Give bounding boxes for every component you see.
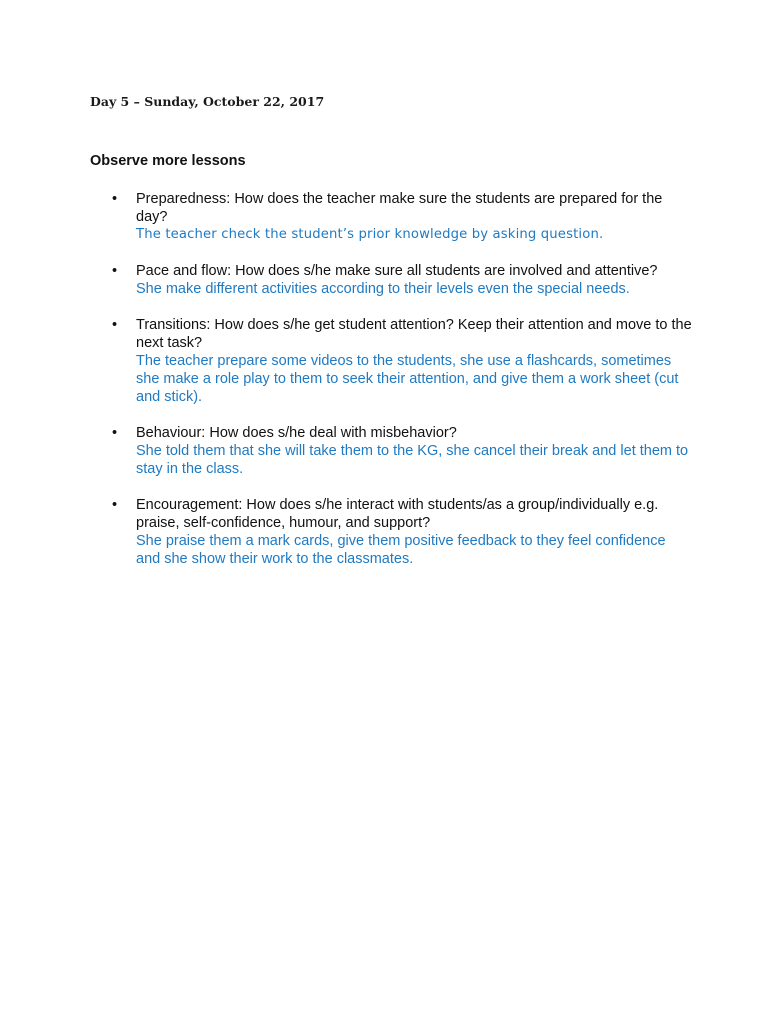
answer-text: She praise them a mark cards, give them positive feedback to they feel confidence and she show their work to the classmates. — [136, 533, 666, 567]
question-text: Preparedness: How does the teacher make sure the students are prepared for the day? — [136, 191, 663, 225]
section-title: Observe more lessons — [90, 153, 246, 169]
observation-list — [112, 190, 692, 586]
bullet-icon: • — [112, 497, 118, 513]
answer-text: The teacher check the student’s prior knowledge by asking question. — [136, 227, 604, 242]
list-item-encouragement — [112, 496, 692, 568]
question-text: Behaviour: How does s/he deal with misbehavior? — [136, 425, 457, 441]
list-item-preparedness — [112, 190, 692, 244]
list-item-transitions — [112, 316, 692, 406]
bullet-icon: • — [112, 263, 118, 279]
question-text: Encouragement: How does s/he interact with students/as a group/individually e.g. praise, self-confidence, humour, and support? — [136, 497, 659, 531]
bullet-icon: • — [112, 191, 118, 207]
answer-text: She make different activities according to their levels even the special needs. — [136, 281, 630, 297]
list-item-behaviour — [112, 424, 692, 478]
answer-text: The teacher prepare some videos to the students, she use a flashcards, sometimes she make a role play to them to seek their attention, and give them a work sheet (cut and stick). — [136, 353, 679, 405]
question-text: Pace and flow: How does s/he make sure all students are involved and attentive? — [136, 263, 658, 279]
answer-text: She told them that she will take them to the KG, she cancel their break and let them to stay in the class. — [136, 443, 689, 477]
day-heading: Day 5 – Sunday, October 22, 2017 — [90, 94, 325, 109]
list-item-pace-and-flow — [112, 262, 692, 298]
question-text: Transitions: How does s/he get student attention? Keep their attention and move to the next task? — [136, 317, 692, 351]
bullet-icon: • — [112, 425, 118, 441]
bullet-icon: • — [112, 317, 118, 333]
